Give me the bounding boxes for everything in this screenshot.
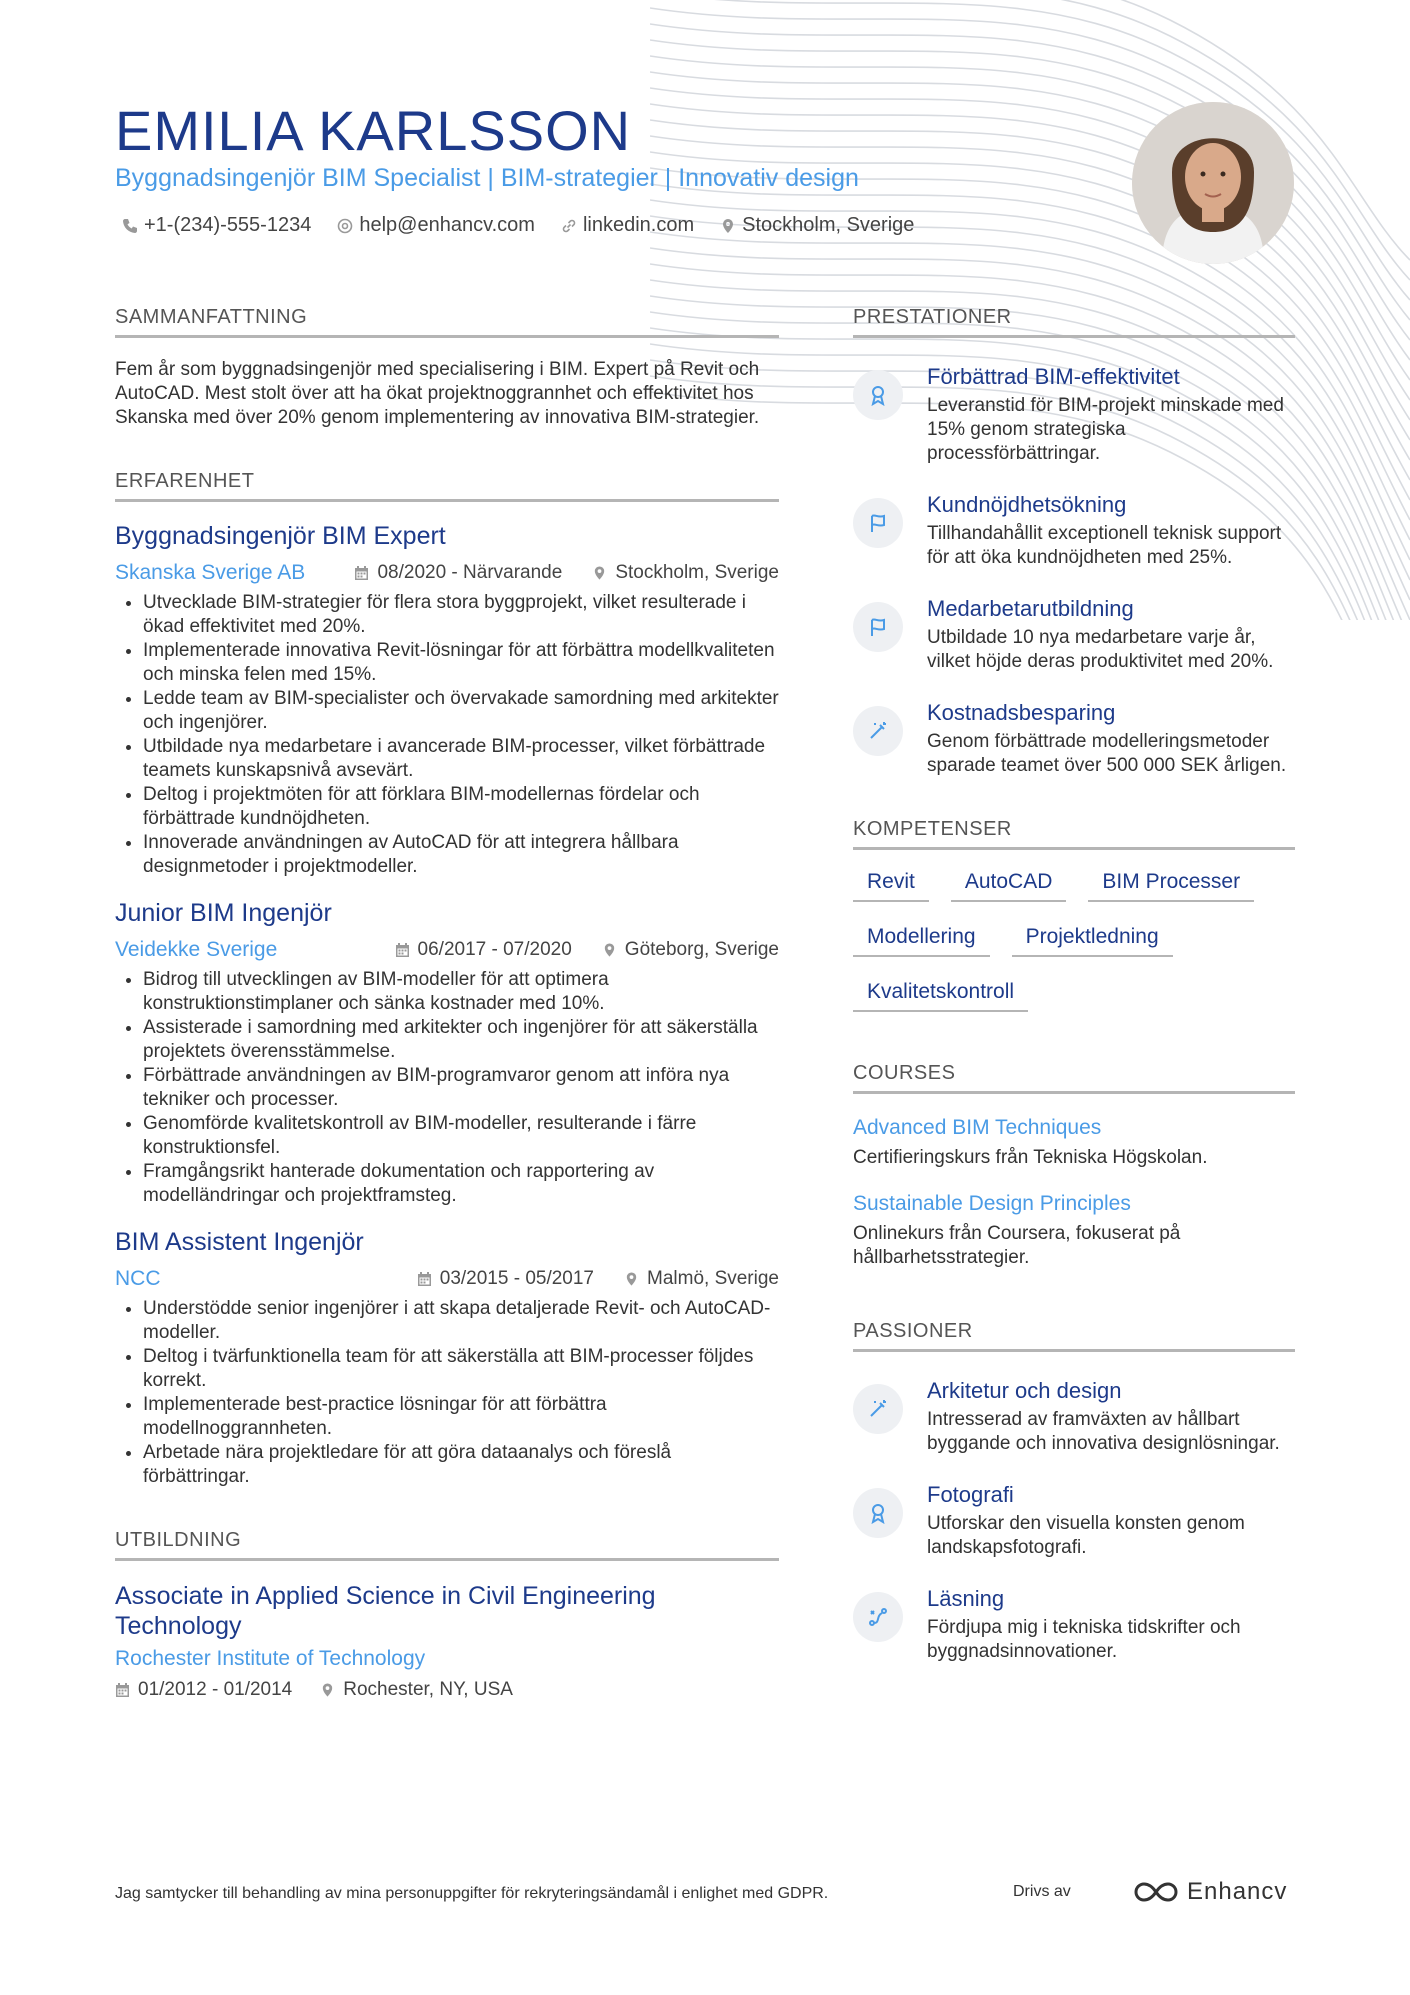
passion-desc: Intresserad av framväxten av hållbart byggande och innovativa designlösningar.	[927, 1409, 1280, 1454]
enhancv-logo[interactable]	[1133, 1878, 1287, 1906]
achievement-item	[853, 364, 1295, 466]
job-entry	[115, 899, 779, 1208]
achievement-item	[853, 596, 1295, 674]
achievement-item	[853, 492, 1295, 570]
course-desc: Onlinekurs från Coursera, fokuserat på hållbarhetsstrategier.	[853, 1223, 1181, 1268]
passions-heading: PASSIONER	[853, 1320, 1295, 1352]
achievement-desc: Tillhandahållit exceptionell teknisk support för att öka kundnöjdheten med 25%.	[927, 523, 1282, 568]
job-company: Skanska Sverige AB	[115, 561, 306, 584]
passion-item	[853, 1378, 1295, 1456]
skills-list	[853, 870, 1295, 1012]
passion-item	[853, 1586, 1295, 1664]
bullet: • Arbetade nära projektledare för att göra dataanalys och föreslå förbättringar.	[143, 1441, 779, 1489]
location-pin-icon	[720, 218, 736, 234]
calendar-icon	[115, 1682, 130, 1698]
bullet: • Implementerade innovativa Revit-lösningar för att förbättra modellkvaliteten och minska felen med 15%.	[143, 639, 779, 687]
job-title: Byggnadsingenjör BIM Expert	[115, 522, 446, 550]
phone-text: +1-(234)-555-1234	[144, 214, 312, 236]
job-company: Veidekke Sverige	[115, 938, 278, 961]
bullet: • Implementerade best-practice lösningar för att förbättra modellnoggrannheten.	[143, 1393, 779, 1441]
experience-heading: ERFARENHET	[115, 470, 779, 502]
job-title: Junior BIM Ingenjör	[115, 899, 332, 927]
bullet: • Framgångsrikt hanterade dokumentation och rapportering av modelländringar och projektframsteg.	[143, 1160, 779, 1208]
job-bullets	[115, 968, 779, 1208]
course-desc: Certifieringskurs från Tekniska Högskolan.	[853, 1147, 1208, 1168]
achievement-title: Kundnöjdhetsökning	[927, 492, 1127, 517]
education-heading: UTBILDNING	[115, 1529, 779, 1561]
bullet: • Assisterade i samordning med arkitekter och ingenjörer för att säkerställa projektets överensstämmelse.	[143, 1016, 779, 1064]
bullet: • Deltog i projektmöten för att förklara BIM-modellernas fördelar och förbättrade kundnöjdheten.	[143, 783, 779, 831]
flag-icon	[867, 616, 889, 638]
skill-tag: Revit	[853, 870, 929, 902]
route-icon	[867, 1606, 889, 1628]
powered-by-label: Drivs av	[1013, 1883, 1071, 1900]
profile-photo	[1132, 102, 1294, 264]
job-location	[592, 562, 779, 584]
degree-title: Associate in Applied Science in Civil Engineering Technology	[115, 1582, 656, 1640]
job-location	[624, 1268, 779, 1290]
link-icon	[561, 218, 577, 234]
course-title: Advanced BIM Techniques	[853, 1116, 1102, 1139]
email-text: help@enhancv.com	[359, 214, 535, 236]
job-location-text: Malmö, Sverige	[647, 1268, 779, 1289]
achievement-item	[853, 700, 1295, 778]
bullet: • Bidrog till utvecklingen av BIM-modeller för att optimera konstruktionstimplaner och sänka kostnader med 10%.	[143, 968, 779, 1016]
award-icon	[867, 1502, 889, 1524]
job-dates	[417, 1268, 594, 1290]
job-company: NCC	[115, 1267, 161, 1290]
candidate-headline: Byggnadsingenjör BIM Specialist | BIM-strategier | Innovativ design	[115, 164, 859, 192]
job-bullets	[115, 1297, 779, 1489]
passion-item	[853, 1482, 1295, 1560]
portrait-image	[1132, 102, 1294, 264]
skill-tag: Kvalitetskontroll	[853, 980, 1028, 1012]
bullet: • Understödde senior ingenjörer i att skapa detaljerade Revit- och AutoCAD-modeller.	[143, 1297, 779, 1345]
bullet: • Innoverade användningen av AutoCAD för att integrera hållbara designmetoder i projektmodeller.	[143, 831, 779, 879]
calendar-icon	[395, 942, 410, 958]
courses-heading: COURSES	[853, 1062, 1295, 1094]
location-pin-icon	[592, 565, 607, 581]
magic-wand-icon	[867, 720, 889, 742]
contact-linkedin[interactable]	[561, 214, 694, 237]
bullet: • Utbildade nya medarbetare i avancerade BIM-processer, vilket förbättrade teamets kunskapsnivå avsevärt.	[143, 735, 779, 783]
calendar-icon	[417, 1271, 432, 1287]
job-location-text: Stockholm, Sverige	[615, 562, 779, 583]
at-icon	[337, 218, 353, 234]
achievement-title: Förbättrad BIM-effektivitet	[927, 364, 1180, 389]
achievement-title: Kostnadsbesparing	[927, 700, 1116, 725]
location-pin-icon	[624, 1271, 639, 1287]
passion-title: Fotografi	[927, 1482, 1014, 1507]
linkedin-text: linkedin.com	[582, 214, 695, 236]
contact-phone[interactable]	[122, 214, 311, 237]
skill-tag: BIM Processer	[1088, 870, 1254, 902]
phone-icon	[122, 218, 138, 234]
job-dates	[354, 562, 562, 584]
achievement-desc: Leveranstid för BIM-projekt minskade med 15% genom strategiska processförbättringar.	[927, 395, 1284, 464]
course-item	[853, 1116, 1295, 1170]
course-item	[853, 1192, 1295, 1270]
achievement-desc: Genom förbättrade modelleringsmetoder sparade teamet över 500 000 SEK årligen.	[927, 731, 1287, 776]
contact-email[interactable]	[337, 214, 535, 237]
job-location-text: Göteborg, Sverige	[624, 939, 779, 960]
calendar-icon	[354, 565, 369, 581]
location-pin-icon	[602, 942, 617, 958]
education-dates	[115, 1679, 292, 1701]
bullet: • Deltog i tvärfunktionella team för att säkerställa att BIM-processer följdes korrekt.	[143, 1345, 779, 1393]
passion-title: Arkitetur och design	[927, 1378, 1122, 1403]
skill-tag: Modellering	[853, 925, 990, 957]
gdpr-consent: Jag samtycker till behandling av mina personuppgifter för rekryteringsändamål i enlighet med GDPR.	[115, 1885, 829, 1902]
skills-heading: KOMPETENSER	[853, 818, 1295, 850]
passion-desc: Fördjupa mig i tekniska tidskrifter och byggnadsinnovationer.	[927, 1617, 1241, 1662]
course-title: Sustainable Design Principles	[853, 1192, 1131, 1215]
contact-location	[720, 214, 914, 237]
skill-tag: AutoCAD	[951, 870, 1067, 902]
infinity-logo-icon	[1133, 1880, 1179, 1904]
education-location-text: Rochester, NY, USA	[343, 1679, 513, 1700]
achievement-desc: Utbildade 10 nya medarbetare varje år, vilket höjde deras produktivitet med 20%.	[927, 627, 1274, 672]
summary-text: Fem år som byggnadsingenjör med specialisering i BIM. Expert på Revit och AutoCAD. Mest stolt över att ha ökat projektnoggrannhet och effektivitet hos Skanska med över 20% genom implementering av innovativa BIM-strategier.	[115, 359, 760, 428]
education-dates-text: 01/2012 - 01/2014	[138, 1679, 293, 1700]
passion-desc: Utforskar den visuella konsten genom landskapsfotografi.	[927, 1513, 1245, 1558]
job-entry	[115, 522, 779, 879]
job-dates	[395, 939, 572, 961]
job-dates-text: 08/2020 - Närvarande	[377, 562, 563, 583]
education-location	[320, 1679, 513, 1701]
summary-heading: SAMMANFATTNING	[115, 306, 779, 338]
job-location	[602, 939, 779, 961]
flag-icon	[867, 512, 889, 534]
job-bullets	[115, 591, 779, 879]
contact-info	[122, 214, 914, 237]
location-pin-icon	[320, 1682, 335, 1698]
skill-tag: Projektledning	[1012, 925, 1173, 957]
magic-wand-icon	[867, 1398, 889, 1420]
bullet: • Genomförde kvalitetskontroll av BIM-modeller, resulterande i färre konstruktionsfel.	[143, 1112, 779, 1160]
brand-name: Enhancv	[1187, 1878, 1288, 1905]
achievement-title: Medarbetarutbildning	[927, 596, 1134, 621]
award-icon	[867, 384, 889, 406]
job-dates-text: 06/2017 - 07/2020	[417, 939, 572, 960]
bullet: • Ledde team av BIM-specialister och övervakade samordning med arkitekter och ingenjörer.	[143, 687, 779, 735]
passion-title: Läsning	[927, 1586, 1005, 1611]
achievements-heading: PRESTATIONER	[853, 306, 1295, 338]
job-title: BIM Assistent Ingenjör	[115, 1228, 364, 1256]
school-name: Rochester Institute of Technology	[115, 1647, 426, 1670]
bullet: • Förbättrade användningen av BIM-programvaror genom att införa nya tekniker och processer.	[143, 1064, 779, 1112]
location-text: Stockholm, Sverige	[742, 214, 915, 236]
candidate-name: EMILIA KARLSSON	[115, 99, 632, 162]
bullet: • Utvecklade BIM-strategier för flera stora byggprojekt, vilket resulterade i ökad effektivitet med 20%.	[143, 591, 779, 639]
job-entry	[115, 1228, 779, 1489]
job-dates-text: 03/2015 - 05/2017	[439, 1268, 594, 1289]
